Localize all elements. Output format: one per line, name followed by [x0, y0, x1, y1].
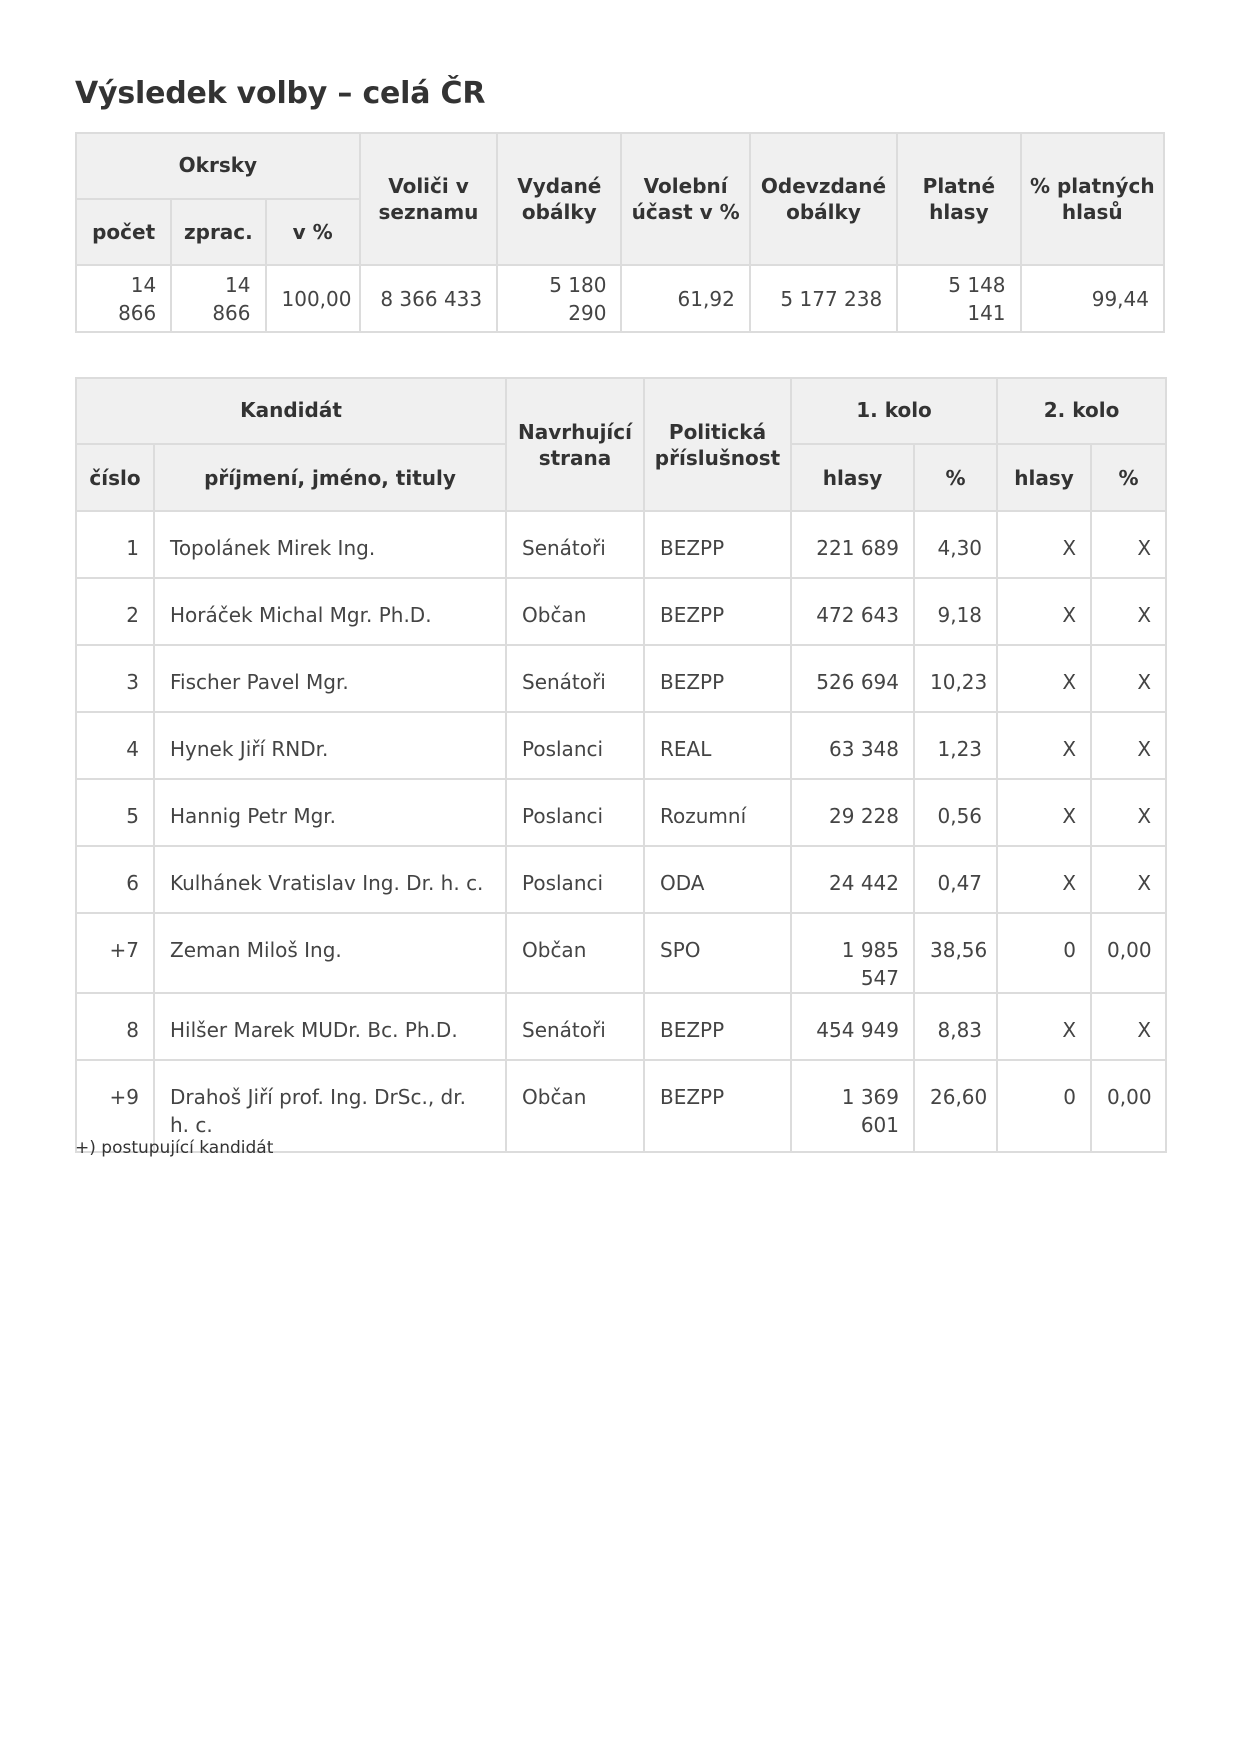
cell-pct2: X — [1091, 846, 1166, 913]
cell-strana: Občan — [506, 1060, 644, 1152]
cell-hlasy2: X — [997, 511, 1091, 578]
header-cislo: číslo — [76, 444, 154, 511]
cell-hlasy1: 526 694 — [791, 645, 914, 712]
cell-prislusnost: BEZPP — [644, 511, 791, 578]
cell-prislusnost: BEZPP — [644, 578, 791, 645]
cell-prislusnost: Rozumní — [644, 779, 791, 846]
cell-hlasy1: 63 348 — [791, 712, 914, 779]
cell-jmeno: Fischer Pavel Mgr. — [154, 645, 506, 712]
cell-jmeno: Hilšer Marek MUDr. Bc. Ph.D. — [154, 993, 506, 1060]
cell-pct1: 1,23 — [914, 712, 997, 779]
cell-cislo: 1 — [76, 511, 154, 578]
cell-prislusnost: ODA — [644, 846, 791, 913]
cell-zprac: 14 866 — [171, 265, 265, 332]
cell-pct2: X — [1091, 511, 1166, 578]
table-row — [76, 578, 1166, 645]
header-strana: Navrhující strana — [506, 378, 644, 511]
cell-prislusnost: BEZPP — [644, 1060, 791, 1152]
table-row — [76, 645, 1166, 712]
cell-jmeno: Kulhánek Vratislav Ing. Dr. h. c. — [154, 846, 506, 913]
cell-hlasy2: 0 — [997, 913, 1091, 993]
header-ucast: Volební účast v % — [621, 133, 749, 265]
cell-platne: 5 148 141 — [897, 265, 1020, 332]
cell-pct2: X — [1091, 645, 1166, 712]
cell-pct1: 26,60 — [914, 1060, 997, 1152]
header-zprac: zprac. — [171, 199, 265, 265]
cell-cislo: +7 — [76, 913, 154, 993]
cell-pct1: 0,56 — [914, 779, 997, 846]
cell-hlasy1: 1 369 601 — [791, 1060, 914, 1152]
table-row — [76, 511, 1166, 578]
cell-pct2: X — [1091, 779, 1166, 846]
cell-prislusnost: REAL — [644, 712, 791, 779]
cell-hlasy2: X — [997, 712, 1091, 779]
cell-hlasy2: X — [997, 578, 1091, 645]
cell-cislo: 3 — [76, 645, 154, 712]
cell-hlasy2: X — [997, 846, 1091, 913]
cell-cislo: 6 — [76, 846, 154, 913]
cell-hlasy1: 221 689 — [791, 511, 914, 578]
cell-pct1: 38,56 — [914, 913, 997, 993]
header-kolo1: 1. kolo — [791, 378, 997, 444]
cell-pct2: 0,00 — [1091, 1060, 1166, 1152]
header-pocet: počet — [76, 199, 171, 265]
header-kandidat: Kandidát — [76, 378, 506, 444]
cell-pocet: 14 866 — [76, 265, 171, 332]
cell-hlasy2: X — [997, 993, 1091, 1060]
cell-pct1: 10,23 — [914, 645, 997, 712]
cell-hlasy1: 29 228 — [791, 779, 914, 846]
cell-volici: 8 366 433 — [360, 265, 497, 332]
footnote: +) postupující kandidát — [75, 1138, 274, 1158]
cell-pct1: 9,18 — [914, 578, 997, 645]
cell-strana: Občan — [506, 913, 644, 993]
cell-pct-platnych: 99,44 — [1021, 265, 1164, 332]
cell-prislusnost: SPO — [644, 913, 791, 993]
cell-cislo: 8 — [76, 993, 154, 1060]
cell-hlasy1: 472 643 — [791, 578, 914, 645]
table-row — [76, 779, 1166, 846]
cell-jmeno: Hynek Jiří RNDr. — [154, 712, 506, 779]
candidates-table — [75, 377, 1167, 1153]
cell-odevzdane: 5 177 238 — [750, 265, 897, 332]
cell-pct2: X — [1091, 578, 1166, 645]
cell-jmeno: Topolánek Mirek Ing. — [154, 511, 506, 578]
cell-jmeno: Zeman Miloš Ing. — [154, 913, 506, 993]
table-row — [76, 846, 1166, 913]
header-okrsky: Okrsky — [76, 133, 360, 199]
cell-jmeno: Drahoš Jiří prof. Ing. DrSc., dr. h. c. — [154, 1060, 506, 1152]
cell-hlasy1: 454 949 — [791, 993, 914, 1060]
header-pct-platnych: % platných hlasů — [1021, 133, 1164, 265]
cell-strana: Senátoři — [506, 993, 644, 1060]
cell-strana: Senátoři — [506, 645, 644, 712]
cell-prislusnost: BEZPP — [644, 993, 791, 1060]
cell-pct1: 0,47 — [914, 846, 997, 913]
table-row — [76, 712, 1166, 779]
cell-ucast: 61,92 — [621, 265, 749, 332]
cell-hlasy2: X — [997, 779, 1091, 846]
page-title: Výsledek volby – celá ČR — [75, 76, 486, 111]
header-jmeno: příjmení, jméno, tituly — [154, 444, 506, 511]
cell-v-procentech: 100,00 — [266, 265, 360, 332]
cell-cislo: 5 — [76, 779, 154, 846]
header-odevzdane: Odevzdané obálky — [750, 133, 897, 265]
cell-prislusnost: BEZPP — [644, 645, 791, 712]
header-pct1: % — [914, 444, 997, 511]
cell-hlasy2: X — [997, 645, 1091, 712]
table-row — [76, 993, 1166, 1060]
summary-row — [76, 265, 1164, 332]
header-hlasy1: hlasy — [791, 444, 914, 511]
cell-pct2: X — [1091, 712, 1166, 779]
cell-strana: Občan — [506, 578, 644, 645]
cell-jmeno: Horáček Michal Mgr. Ph.D. — [154, 578, 506, 645]
cell-strana: Poslanci — [506, 712, 644, 779]
header-v-procentech: v % — [266, 199, 360, 265]
cell-jmeno: Hannig Petr Mgr. — [154, 779, 506, 846]
table-row — [76, 913, 1166, 993]
cell-strana: Poslanci — [506, 846, 644, 913]
cell-pct1: 8,83 — [914, 993, 997, 1060]
header-volici: Voliči v seznamu — [360, 133, 497, 265]
cell-strana: Poslanci — [506, 779, 644, 846]
cell-pct1: 4,30 — [914, 511, 997, 578]
cell-cislo: 2 — [76, 578, 154, 645]
header-prislusnost: Politická příslušnost — [644, 378, 791, 511]
cell-hlasy1: 24 442 — [791, 846, 914, 913]
cell-strana: Senátoři — [506, 511, 644, 578]
cell-pct2: 0,00 — [1091, 913, 1166, 993]
header-vydane: Vydané obálky — [497, 133, 621, 265]
header-platne: Platné hlasy — [897, 133, 1020, 265]
cell-vydane: 5 180 290 — [497, 265, 621, 332]
cell-hlasy1: 1 985 547 — [791, 913, 914, 993]
cell-cislo: 4 — [76, 712, 154, 779]
header-hlasy2: hlasy — [997, 444, 1091, 511]
summary-table — [75, 132, 1165, 333]
cell-cislo: +9 — [76, 1060, 154, 1152]
cell-hlasy2: 0 — [997, 1060, 1091, 1152]
header-kolo2: 2. kolo — [997, 378, 1166, 444]
header-pct2: % — [1091, 444, 1166, 511]
cell-pct2: X — [1091, 993, 1166, 1060]
